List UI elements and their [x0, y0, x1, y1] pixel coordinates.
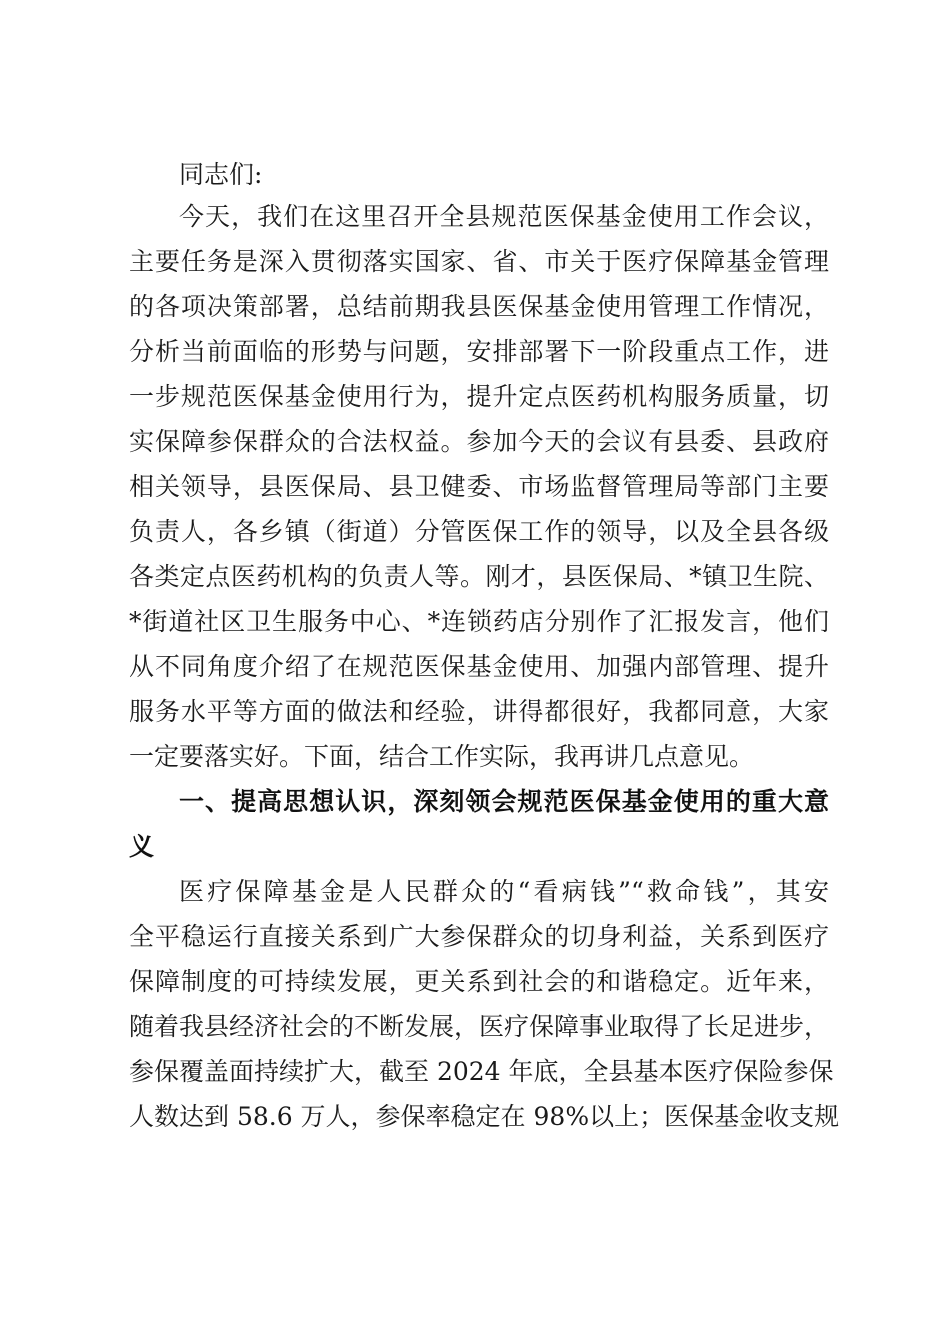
paragraph-line: 一步规范医保基金使用行为，提升定点医药机构服务质量，切	[129, 382, 829, 411]
paragraph-line: 实保障参保群众的合法权益。参加今天的会议有县委、县政府	[129, 427, 829, 456]
section-heading: 一、提高思想认识，深刻领会规范医保基金使用的重大意	[179, 787, 829, 816]
paragraph-line: 全平稳运行直接关系到广大参保群众的切身利益，关系到医疗	[129, 922, 829, 951]
paragraph-line: 分析当前面临的形势与问题，安排部署下一阶段重点工作，进	[129, 337, 829, 366]
paragraph-line: 负责人，各乡镇（街道）分管医保工作的领导，以及全县各级	[129, 517, 829, 546]
paragraph-line: 随着我县经济社会的不断发展，医疗保障事业取得了长足进步，	[129, 1012, 830, 1041]
paragraph-line: 服务水平等方面的做法和经验，讲得都很好，我都同意，大家	[129, 697, 829, 726]
paragraph-line: 相关领导，县医保局、县卫健委、市场监督管理局等部门主要	[129, 472, 829, 501]
paragraph-line: 参保覆盖面持续扩大，截至 2024 年底，全县基本医疗保险参保	[129, 1057, 834, 1086]
paragraph-line: 保障制度的可持续发展，更关系到社会的和谐稳定。近年来，	[129, 967, 829, 996]
paragraph-line: 的各项决策部署，总结前期我县医保基金使用管理工作情况，	[129, 292, 829, 321]
paragraph-line: 今天，我们在这里召开全县规范医保基金使用工作会议，	[179, 202, 829, 231]
section-heading: 义	[129, 832, 155, 861]
paragraph-line: 从不同角度介绍了在规范医保基金使用、加强内部管理、提升	[129, 652, 829, 681]
paragraph-line: 人数达到 58.6 万人，参保率稳定在 98%以上；医保基金收支规	[129, 1102, 840, 1131]
greeting: 同志们:	[179, 160, 263, 189]
paragraph-line: 各类定点医药机构的负责人等。刚才，县医保局、*镇卫生院、	[129, 562, 829, 591]
paragraph-line: *街道社区卫生服务中心、*连锁药店分别作了汇报发言，他们	[129, 607, 829, 636]
paragraph-line: 医疗保障基金是人民群众的“看病钱”“救命钱”，其安	[179, 877, 829, 906]
paragraph-line: 主要任务是深入贯彻落实国家、省、市关于医疗保障基金管理	[129, 247, 829, 276]
paragraph-line: 一定要落实好。下面，结合工作实际，我再讲几点意见。	[129, 742, 755, 771]
